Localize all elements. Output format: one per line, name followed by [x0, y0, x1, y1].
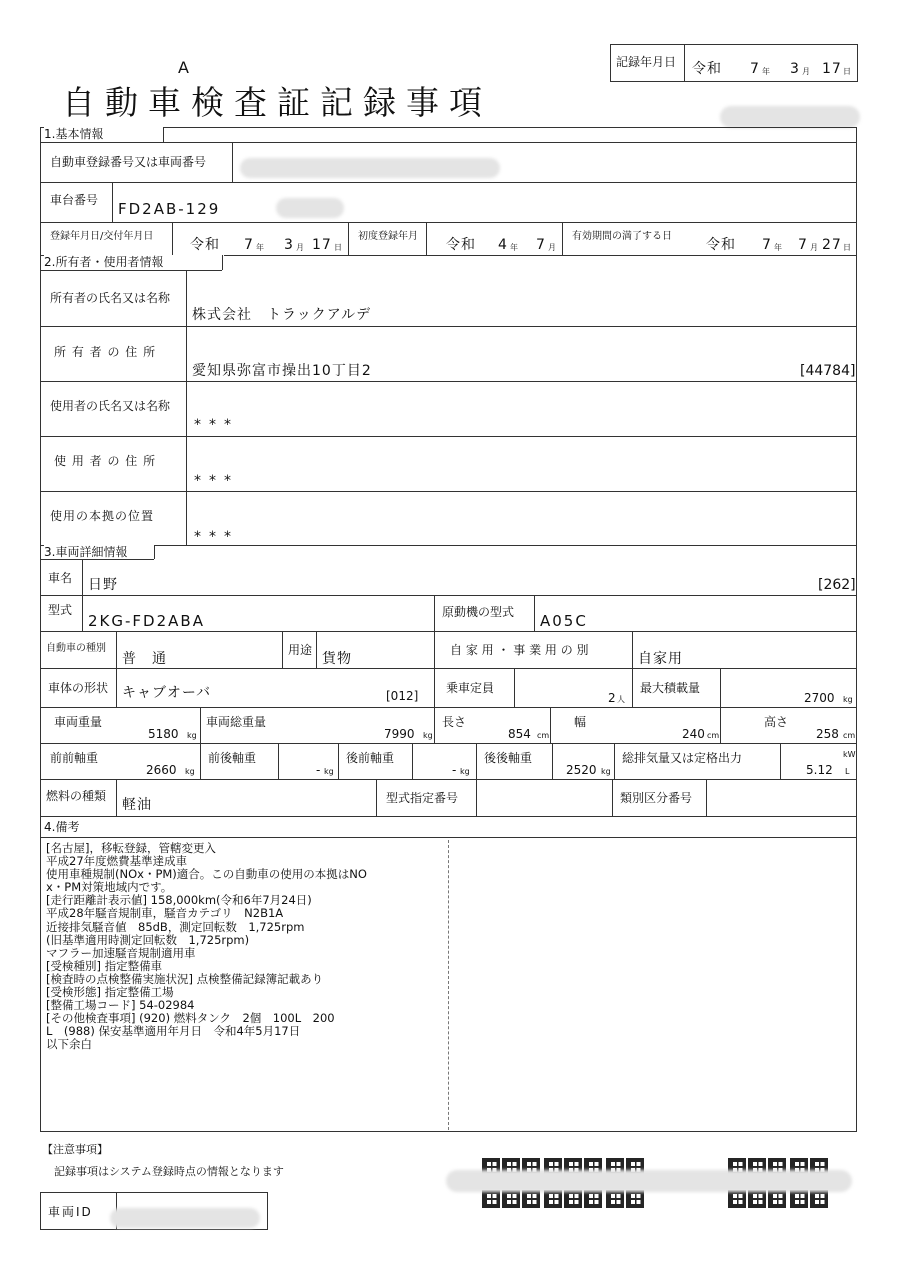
rf-axle-value: -: [452, 763, 457, 777]
max-load-value: 2700: [804, 691, 835, 705]
rr-axle-label: 後後軸重: [484, 751, 533, 765]
vehicle-name-label: 車名: [48, 571, 73, 585]
model-value: 2KG-FD2ABA: [88, 612, 205, 630]
reg-date-label: 登録年月日/交付年月日: [50, 231, 154, 242]
vehicle-name: 日野: [88, 577, 118, 593]
section-remarks-header: 4.備考: [44, 820, 124, 834]
qr-code-block: [446, 1170, 852, 1192]
capacity-value: 2: [608, 691, 616, 705]
owner-name: 株式会社 トラックアルデ: [192, 307, 372, 323]
owner-address-label: 所 有 者 の 住 所: [54, 345, 157, 359]
base-location: ***: [194, 529, 239, 545]
chassis-value: FD2AB-129: [118, 200, 221, 218]
rf-axle-label: 後前軸重: [346, 751, 395, 765]
engine-label: 原動機の型式: [442, 605, 515, 619]
section-vehicle-header: 3.車両詳細情報: [44, 545, 154, 559]
user-address-label: 使 用 者 の 住 所: [54, 454, 157, 468]
use-label: 用途: [288, 643, 313, 657]
use-value: 貨物: [322, 651, 352, 667]
ff-axle-label: 前前軸重: [50, 751, 99, 765]
base-location-label: 使用の本拠の位置: [50, 509, 155, 523]
redacted-area: [720, 106, 860, 128]
body-code: [012]: [386, 689, 419, 703]
notes-title: 【注意事項】: [42, 1143, 108, 1156]
body-value: キャブオーバ: [122, 685, 212, 701]
reg-no-label: 自動車登録番号又は車両番号: [50, 155, 207, 169]
owner-address-code: [44784]: [800, 363, 856, 379]
user-name-label: 使用者の氏名又は名称: [50, 399, 171, 413]
gross-label: 車両総重量: [206, 715, 267, 729]
engine-value: A05C: [540, 612, 588, 630]
kind-label: 自動車の種別: [46, 643, 106, 654]
section-owner-header: 2.所有者・使用者情報: [44, 255, 224, 269]
fuel-label: 燃料の種類: [46, 789, 107, 803]
redacted-reg-no: [240, 158, 500, 178]
expiry-label: 有効期間の満了する日: [572, 231, 672, 242]
height-value: 258: [816, 727, 839, 741]
section-basic-header: 1.基本情報: [44, 127, 164, 141]
document-mark: A: [178, 58, 189, 77]
gross-value: 7990: [384, 727, 415, 741]
notes-text: 記録事項はシステム登録時点の情報となります: [54, 1165, 284, 1178]
capacity-label: 乗車定員: [446, 681, 495, 695]
ff-axle-value: 2660: [146, 763, 177, 777]
record-date-label: 記録年月日: [616, 55, 677, 69]
length-value: 854: [508, 727, 531, 741]
owner-name-label: 所有者の氏名又は名称: [50, 291, 171, 305]
private-value: 自家用: [638, 651, 683, 667]
rr-axle-value: 2520: [566, 763, 597, 777]
weight-label: 車両重量: [54, 715, 103, 729]
fr-axle-value: -: [316, 763, 321, 777]
page-title: 自動車検査証記録事項: [62, 83, 492, 122]
width-label: 幅: [574, 715, 587, 729]
remarks-text: [名古屋]，移転登録，管轄変更入 平成27年度燃費基準達成車 使用車種規制(NOx・PM)適合。この自動車の使用の本拠はNO x・PM対策地域内です。 [走行距離計表示値] 158,000km(令和6年7月24日) 平成28年騒音規制車，騒音カテゴリ N2B1A 近接排気騒音値 85dB，測定回転数 1,725rpm (旧基準適用時測定回転数 1,725rpm) マフラー加速騒音規制適用車 [受検種別] 指定整備車 [検査時の点検整備実施状況] 点検整備記録簿記載あり [受検形態] 指定整備工場 [整備工場コード] 54-02984 [その他検査事項] (920) 燃料タンク 2個 100L 200 L (988) 保安基準適用年月日 令和4年5月17日 以下余白: [46, 841, 367, 1052]
weight-value: 5180: [148, 727, 179, 741]
user-name: ***: [194, 417, 239, 433]
redacted-vehicle-id: [110, 1208, 260, 1228]
model-label: 型式: [48, 603, 73, 617]
fuel-value: 軽油: [122, 797, 152, 813]
owner-address: 愛知県弥富市操出10丁目2: [192, 363, 372, 379]
user-address: ***: [194, 473, 239, 489]
vehicle-name-code: [262]: [818, 577, 856, 593]
first-reg-label: 初度登録年月: [358, 231, 418, 242]
vehicle-id-label: 車両ID: [48, 1205, 93, 1219]
displacement-value: 5.12: [806, 763, 833, 777]
length-label: 長さ: [442, 715, 467, 729]
width-value: 240: [682, 727, 705, 741]
class-no-label: 類別区分番号: [620, 791, 693, 805]
displacement-label: 総排気量又は定格出力: [622, 751, 743, 765]
max-load-label: 最大積載量: [640, 681, 701, 695]
body-label: 車体の形状: [48, 681, 109, 695]
private-label: 自 家 用 ・ 事 業 用 の 別: [450, 643, 589, 657]
chassis-label: 車台番号: [50, 193, 99, 207]
kind-value: 普 通: [122, 651, 167, 667]
type-no-label: 型式指定番号: [386, 791, 459, 805]
fr-axle-label: 前後軸重: [208, 751, 257, 765]
height-label: 高さ: [764, 715, 789, 729]
